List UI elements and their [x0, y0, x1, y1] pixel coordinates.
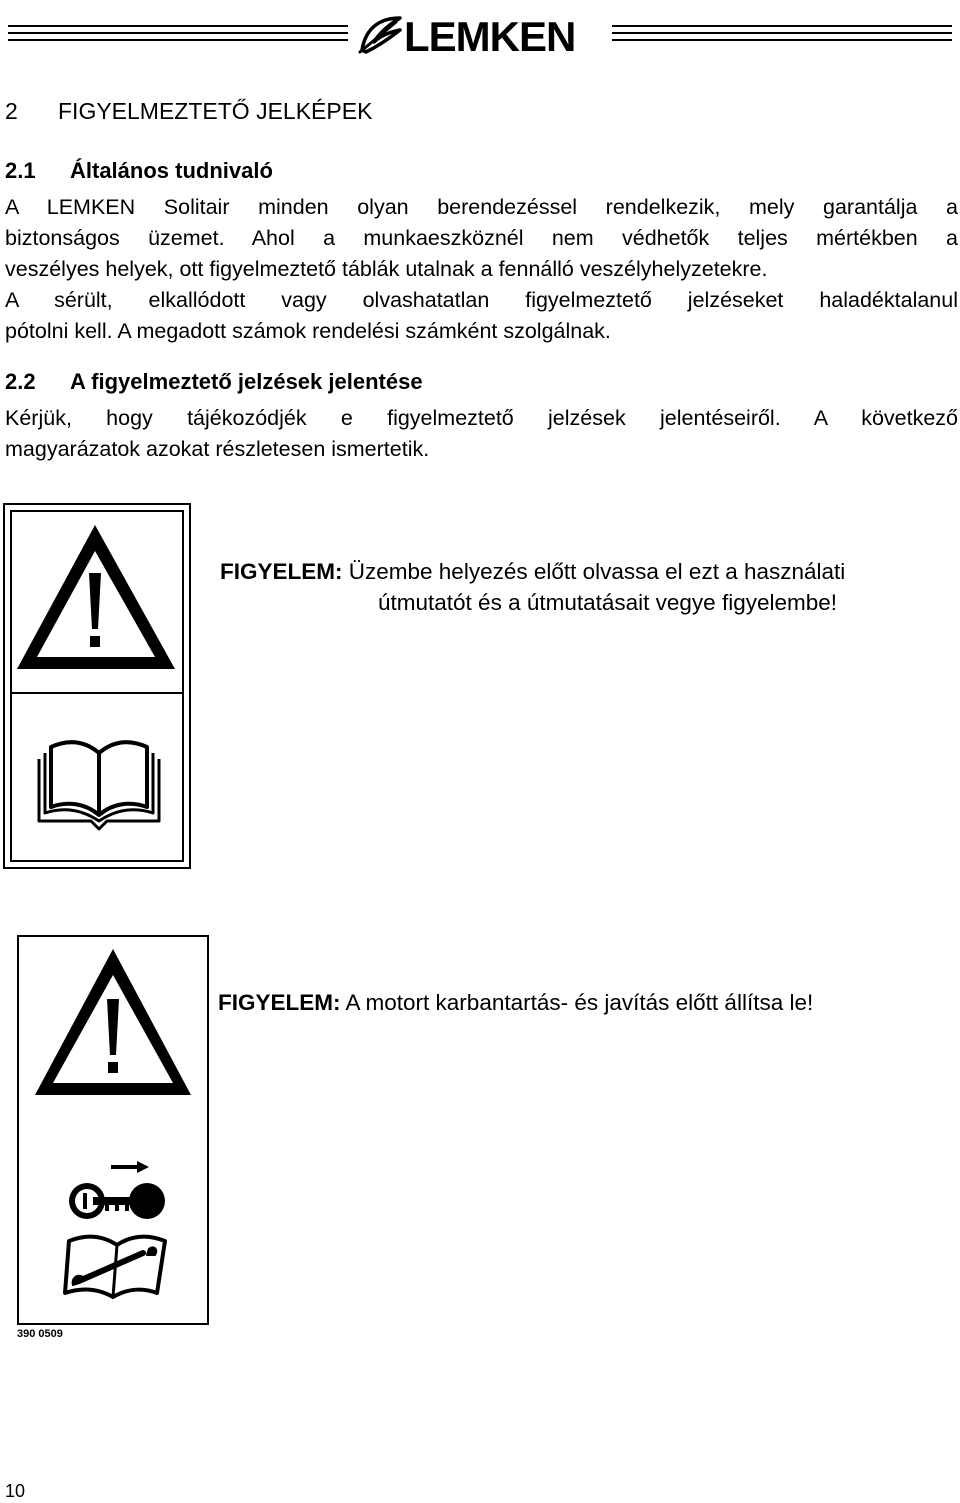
paragraph-line: magyarázatok azokat részletesen ismertetik.: [5, 437, 430, 461]
warning-text-stop-engine: [218, 988, 813, 1018]
paragraph-line: A LEMKEN Solitair minden olyan berendezéssel rendelkezik, mely garantálja a: [5, 195, 958, 219]
lemken-wing-logo-icon: [356, 12, 404, 56]
warning-message-line: útmutatót és a útmutatásait vegye figyelembe!: [378, 590, 837, 615]
warning-text-read-manual-cont: [378, 588, 837, 618]
warning-label: FIGYELEM:: [220, 559, 343, 584]
warning-text-read-manual: [220, 557, 845, 587]
subsection-number: 2.2: [5, 369, 36, 394]
subsection-title: Általános tudnivaló: [70, 158, 273, 183]
header-rule-left-1: [8, 25, 348, 27]
subsection-heading-meaning: [5, 367, 423, 397]
section-heading: [5, 96, 372, 126]
subsection-title: A figyelmeztető jelzések jelentése: [70, 369, 423, 394]
brand-logo-text: LEMKEN: [404, 13, 576, 60]
meaning-paragraph: [5, 403, 958, 465]
paragraph-line: veszélyes helyek, ott figyelmeztető táblák utalnak a fennálló veszélyhelyzetekre.: [5, 257, 768, 281]
paragraph-line: biztonságos üzemet. Ahol a munkaeszköznél nem védhetők teljes mértékben a: [5, 226, 958, 250]
order-number-label: 390 0509: [17, 1328, 63, 1340]
warning-message-line: Üzembe helyezés előtt olvassa el ezt a használati: [348, 559, 846, 584]
header-rule-right-1: [612, 25, 952, 27]
page-number: 10: [5, 1481, 26, 1501]
header-rule-left-2: [8, 32, 348, 34]
subsection-number: 2.1: [5, 158, 36, 183]
subsection-heading-general: [5, 156, 273, 186]
paragraph-line: A sérült, elkallódott vagy olvashatatlan figyelmeztető jelzéseket haladéktalanul: [5, 288, 958, 312]
warning-label: FIGYELEM:: [218, 990, 341, 1015]
header-rule-left-3: [8, 39, 348, 41]
section-number: 2: [5, 98, 18, 124]
general-info-paragraph: [5, 192, 958, 347]
paragraph-line: Kérjük, hogy tájékozódjék e figyelmeztető jelzések jelentéseiről. A következő: [5, 406, 958, 430]
warning-sign-read-manual: [3, 503, 191, 869]
header-rule-right-2: [612, 32, 952, 34]
paragraph-line: pótolni kell. A megadott számok rendelési számként szolgálnak.: [5, 319, 611, 343]
header-rule-right-3: [612, 39, 952, 41]
warning-sign-stop-engine: [17, 935, 211, 1341]
section-title: FIGYELMEZTETŐ JELKÉPEK: [58, 98, 373, 124]
warning-message-line: A motort karbantartás- és javítás előtt állítsa le!: [345, 990, 814, 1015]
